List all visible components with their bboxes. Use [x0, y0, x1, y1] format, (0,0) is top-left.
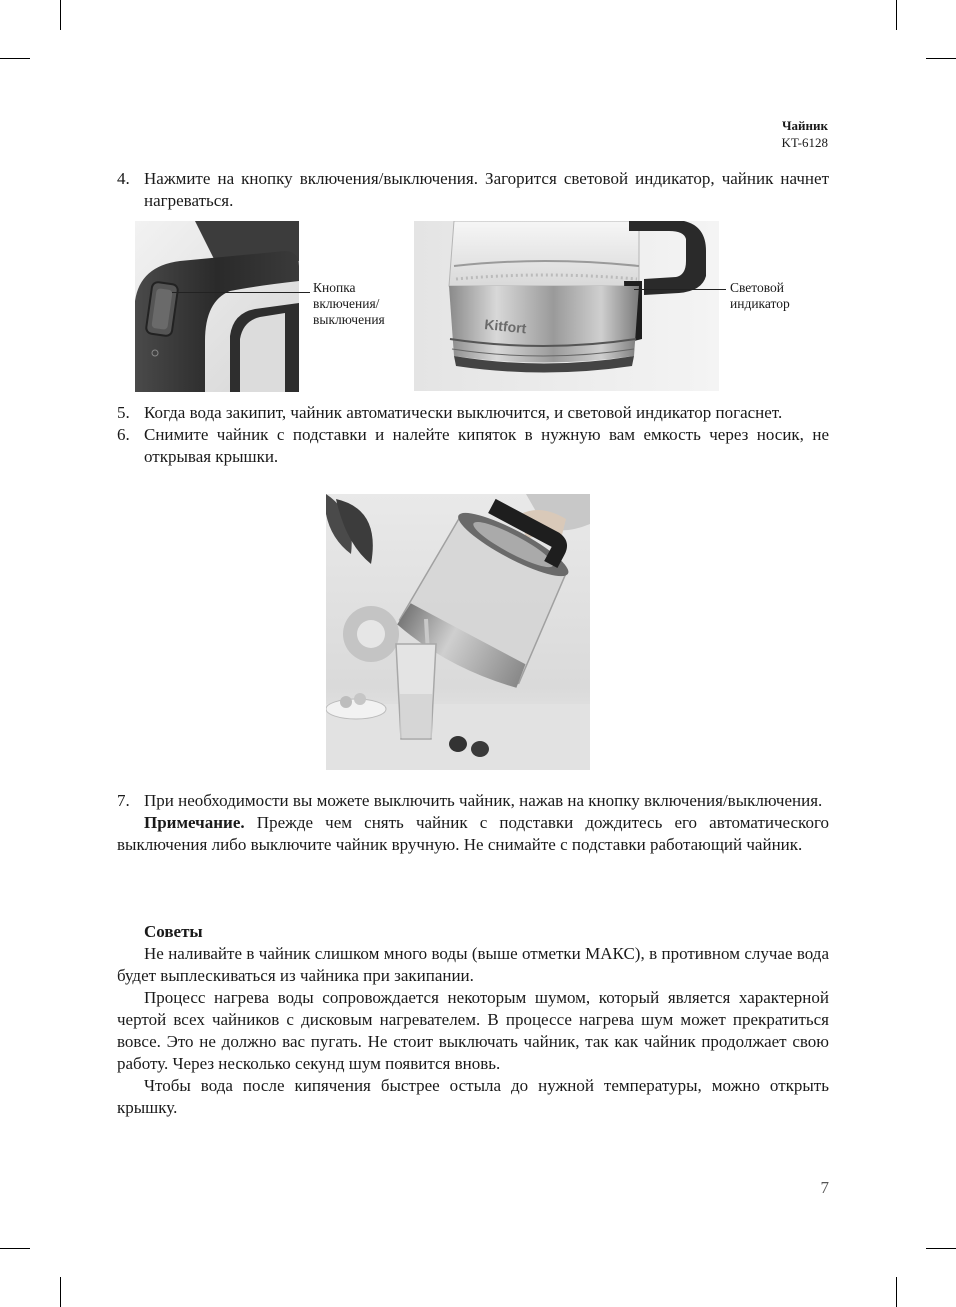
- step-number: 4.: [117, 169, 130, 188]
- tips-heading: Советы: [144, 922, 203, 941]
- crop-mark: [60, 1277, 61, 1307]
- step-4: [117, 168, 829, 212]
- crop-mark: [926, 58, 956, 59]
- running-header: [782, 117, 828, 151]
- tips-paragraph-2: Процесс нагрева воды сопровождается некоторым шумом, который является характерной чертой всех чайников с дисковым нагревателем. В процессе нагрева шум может прекратиться вовсе. Это не должно вас пугать. Не стоит выключать чайник, так как чайник продолжает свою работу. Через несколько секунд шум появится вновь.: [117, 988, 829, 1073]
- note-paragraph: [117, 812, 829, 856]
- power-button-label: Кнопка включения/ выключения: [313, 280, 385, 327]
- step-7-and-note: [117, 790, 829, 856]
- step-text: Когда вода закипит, чайник автоматически выключится, и световой индикатор погаснет.: [144, 403, 783, 422]
- note-label: Примечание.: [144, 813, 245, 832]
- pouring-photo: [326, 494, 590, 770]
- kettle-brand-logo: Kitfort: [483, 316, 528, 337]
- crop-mark: [0, 58, 30, 59]
- crop-mark: [926, 1248, 956, 1249]
- power-button-photo: [135, 221, 299, 392]
- step-number: 5.: [117, 403, 130, 422]
- step-text: Нажмите на кнопку включения/выключения. Загорится световой индикатор, чайник начнет нагреваться.: [144, 169, 829, 210]
- step-6: [117, 424, 829, 468]
- header-model: KT-6128: [781, 135, 828, 150]
- tips-paragraph-1: Не наливайте в чайник слишком много воды (выше отметки МАКС), в противном случае вода будет выплескиваться из чайника при закипании.: [117, 944, 829, 985]
- tips-section: [117, 921, 829, 1119]
- indicator-label: Световой индикатор: [730, 280, 790, 311]
- step-number: 7.: [117, 791, 130, 810]
- crop-mark: [0, 1248, 30, 1249]
- indicator-leader-line: [634, 289, 726, 290]
- step-7: [117, 790, 829, 812]
- crop-mark: [896, 0, 897, 30]
- step-text: При необходимости вы можете выключить чайник, нажав на кнопку включения/выключения.: [144, 791, 823, 810]
- header-title: Чайник: [781, 118, 828, 133]
- step-5: [117, 402, 829, 424]
- crop-mark: [896, 1277, 897, 1307]
- indicator-photo: [414, 221, 719, 391]
- step-text: Снимите чайник с подставки и налейте кипяток в нужную вам емкость через носик, не открывая крышки.: [144, 425, 829, 466]
- note-text: Прежде чем снять чайник с подставки дождитесь его автоматического выключения либо выключите чайник вручную. Не снимайте с подставки работающий чайник.: [117, 813, 829, 854]
- power-button-leader-line: [172, 292, 310, 293]
- step-number: 6.: [117, 425, 130, 444]
- crop-mark: [60, 0, 61, 30]
- tips-paragraph-3: Чтобы вода после кипячения быстрее остыла до нужной температуры, можно открыть крышку.: [117, 1076, 829, 1117]
- page-number: 7: [820, 1178, 829, 1197]
- steps-5-6: [117, 402, 829, 468]
